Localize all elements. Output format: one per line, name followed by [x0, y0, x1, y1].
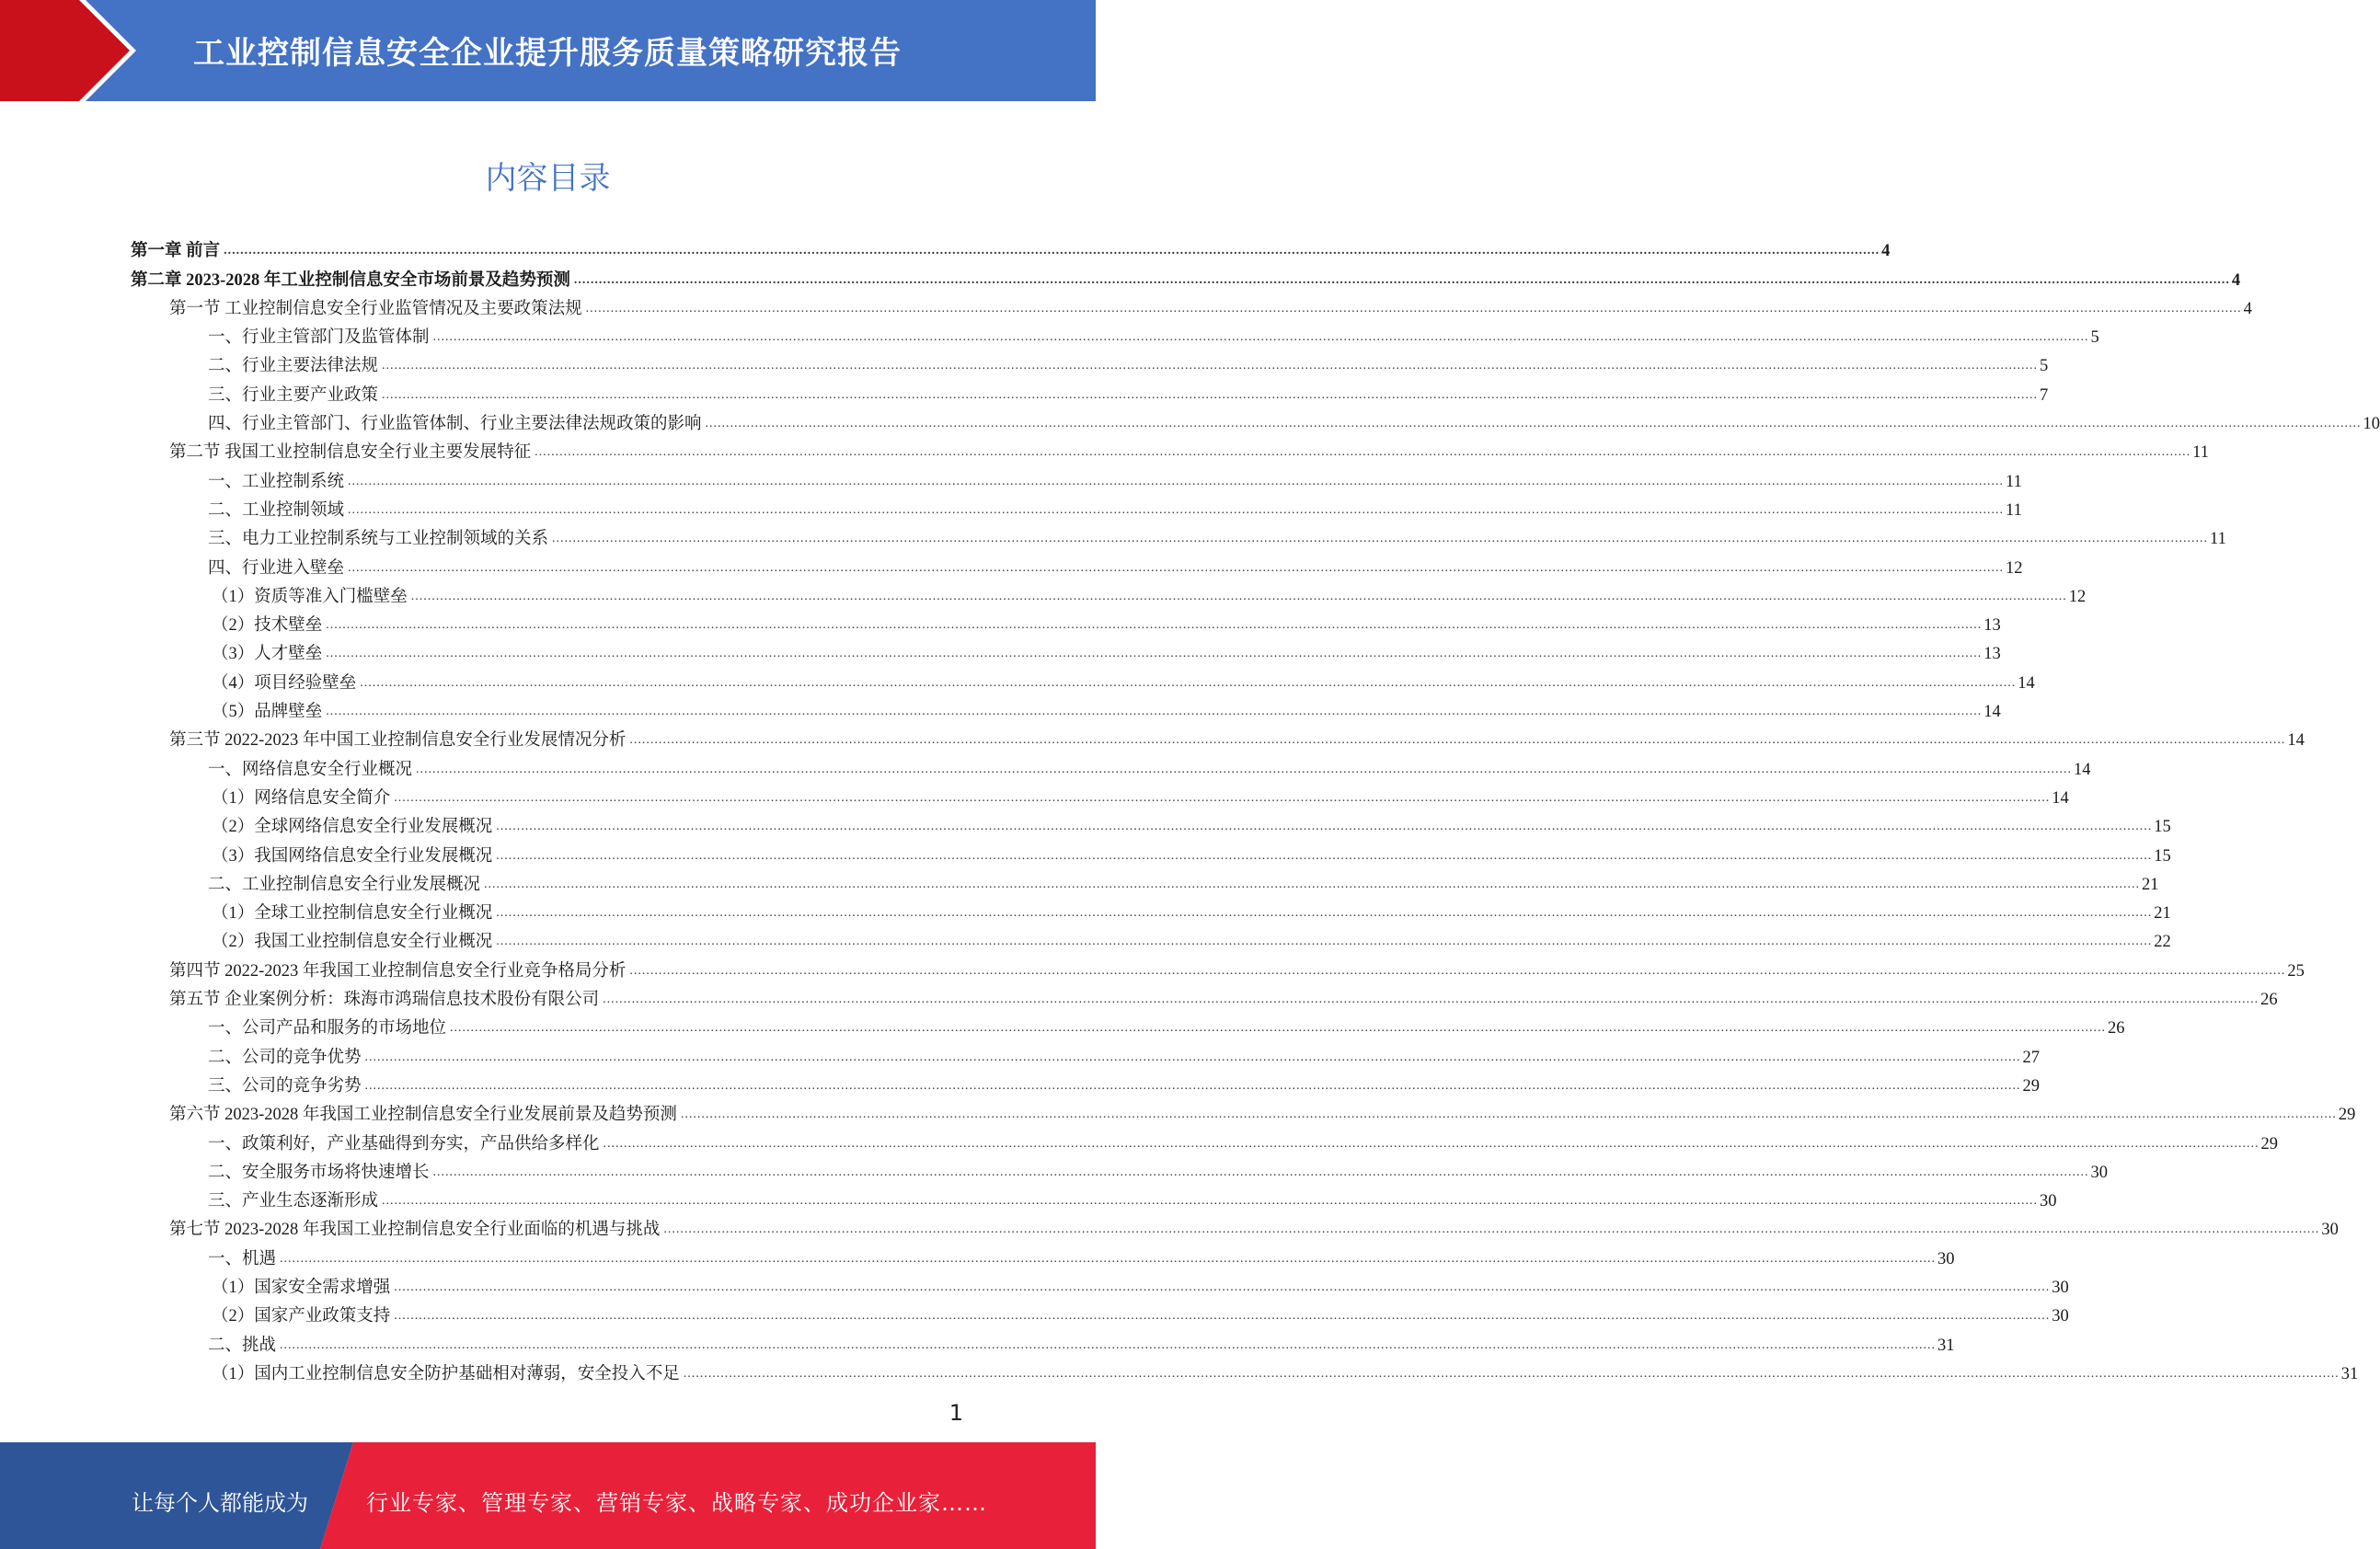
- toc-entry-page: 4: [2231, 270, 2241, 290]
- toc-entry-page: 7: [2040, 385, 2049, 405]
- toc-entry-page: 25: [2287, 961, 2305, 981]
- toc-entry[interactable]: [131, 1356, 2359, 1384]
- toc-entry-page: 4: [2243, 299, 2252, 318]
- toc-dot-leader: ................................................................................................................................................................................................................................................................................................................................................................................................................: [585, 301, 2242, 316]
- toc-entry[interactable]: [131, 866, 2159, 895]
- toc-entry-page: 13: [1983, 616, 2001, 636]
- footer-slogan-left: 让每个人都能成为: [132, 1490, 308, 1516]
- toc-entry-page: 22: [2154, 933, 2171, 952]
- toc-entry-title: （2）国家产业政策支持: [212, 1306, 394, 1326]
- toc-dot-leader: ................................................................................................................................................................................................................................................................................................................................................................................................................: [496, 935, 2153, 949]
- toc-entry[interactable]: [131, 981, 2278, 1010]
- toc-entry-title: 四、行业进入壁垒: [208, 558, 348, 579]
- toc-dot-leader: ................................................................................................................................................................................................................................................................................................................................................................................................................: [552, 532, 2209, 546]
- toc-entry-page: 10: [2363, 415, 2380, 434]
- toc-entry[interactable]: [131, 1010, 2125, 1038]
- toc-entry[interactable]: [131, 1240, 1955, 1268]
- toc-entry-title: 一、政策利好，产业基础得到夯实，产品供给多样化: [208, 1134, 604, 1154]
- toc-entry-title: 三、电力工业控制系统与工业控制领域的关系: [208, 529, 552, 549]
- toc-entry[interactable]: [131, 1125, 2279, 1153]
- toc-entry-page: 30: [2040, 1192, 2057, 1211]
- toc-dot-leader: ................................................................................................................................................................................................................................................................................................................................................................................................................: [416, 762, 2073, 776]
- toc-entry-title: （1）国家安全需求增强: [212, 1278, 394, 1298]
- toc-entry-page: 11: [2192, 443, 2209, 463]
- toc-entry[interactable]: [131, 895, 2171, 924]
- toc-dot-leader: ................................................................................................................................................................................................................................................................................................................................................................................................................: [496, 906, 2153, 921]
- toc-dot-leader: ................................................................................................................................................................................................................................................................................................................................................................................................................: [450, 1021, 2107, 1036]
- toc-dot-leader: ................................................................................................................................................................................................................................................................................................................................................................................................................: [680, 1107, 2337, 1122]
- toc-dot-leader: ................................................................................................................................................................................................................................................................................................................................................................................................................: [348, 474, 2005, 488]
- toc-entry-title: 二、工业控制信息安全行业发展概况: [208, 875, 484, 895]
- toc-entry-title: 第四节 2022-2023 年我国工业控制信息安全行业竞争格局分析: [169, 961, 629, 981]
- toc-entry-title: 一、行业主管部门及监管体制: [208, 327, 433, 348]
- toc-entry[interactable]: [131, 837, 2171, 866]
- toc-entry[interactable]: [131, 1154, 2109, 1183]
- toc-entry-page: 5: [2090, 328, 2099, 348]
- toc-entry[interactable]: [131, 751, 2091, 779]
- toc-dot-leader: ................................................................................................................................................................................................................................................................................................................................................................................................................: [496, 820, 2153, 834]
- toc-entry-page: 30: [2321, 1221, 2339, 1240]
- toc-dot-leader: ................................................................................................................................................................................................................................................................................................................................................................................................................: [432, 330, 2089, 345]
- toc-entry-page: 12: [2006, 558, 2023, 578]
- toc-entry-title: 第三节 2022-2023 年中国工业控制信息安全行业发展情况分析: [169, 730, 629, 751]
- toc-dot-leader: ................................................................................................................................................................................................................................................................................................................................................................................................................: [224, 244, 1880, 258]
- toc-entry-title: 二、行业主要法律法规: [208, 356, 382, 376]
- toc-entry[interactable]: [131, 1298, 2069, 1326]
- toc-entry[interactable]: [131, 780, 2069, 809]
- toc-entry-title: 四、行业主管部门、行业监管体制、行业主要法律法规政策的影响: [208, 414, 706, 434]
- toc-dot-leader: ................................................................................................................................................................................................................................................................................................................................................................................................................: [280, 1337, 1937, 1352]
- toc-entry-title: （1）资质等准入门槛壁垒: [212, 587, 411, 607]
- toc-entry-page: 4: [1881, 242, 1891, 261]
- toc-entry[interactable]: [131, 579, 2087, 607]
- toc-dot-leader: ................................................................................................................................................................................................................................................................................................................................................................................................................: [603, 993, 2259, 1007]
- toc-entry[interactable]: [131, 1269, 2069, 1298]
- toc-dot-leader: ................................................................................................................................................................................................................................................................................................................................................................................................................: [629, 733, 2286, 748]
- toc-entry-page: 26: [2260, 991, 2278, 1010]
- toc-entry-page: 30: [2090, 1163, 2109, 1182]
- red-arrow-decoration: [0, 0, 138, 101]
- toc-entry-title: 第二章 2023-2028 年工业控制信息安全市场前景及趋势预测: [131, 270, 574, 291]
- toc-entry-page: 30: [2052, 1278, 2069, 1297]
- toc-entry[interactable]: [131, 636, 2001, 664]
- toc-entry-title: 二、安全服务市场将快速增长: [208, 1163, 433, 1183]
- toc-dot-leader: ................................................................................................................................................................................................................................................................................................................................................................................................................: [348, 560, 2005, 575]
- toc-entry-title: 二、公司的竞争优势: [208, 1048, 365, 1068]
- toc-entry[interactable]: [131, 492, 2022, 521]
- toc-entry-title: （3）人才壁垒: [212, 644, 326, 664]
- toc-entry-page: 26: [2108, 1019, 2125, 1038]
- footer-slogan-right: 行业专家、管理专家、营销专家、战略专家、成功企业家……: [366, 1490, 987, 1516]
- toc-entry-page: 14: [2052, 788, 2069, 808]
- toc-entry-page: 11: [2006, 472, 2022, 491]
- toc-dot-leader: ................................................................................................................................................................................................................................................................................................................................................................................................................: [496, 848, 2153, 863]
- toc-entry-title: （1）全球工业控制信息安全行业概况: [212, 903, 496, 924]
- report-title: 工业控制信息安全企业提升服务质量策略研究报告: [193, 35, 902, 72]
- toc-entry[interactable]: [131, 924, 2171, 952]
- toc-entry[interactable]: [131, 664, 2035, 693]
- toc-entry-page: 21: [2142, 875, 2159, 894]
- toc-dot-leader: ................................................................................................................................................................................................................................................................................................................................................................................................................: [484, 877, 2141, 891]
- toc-entry-title: （2）技术壁垒: [212, 615, 326, 636]
- toc-entry-title: （4）项目经验壁垒: [212, 673, 360, 694]
- toc-dot-leader: ................................................................................................................................................................................................................................................................................................................................................................................................................: [573, 272, 2230, 287]
- toc-entry[interactable]: [131, 319, 2099, 348]
- toc-entry-title: 第五节 企业案例分析：珠海市鸿瑞信息技术股份有限公司: [169, 990, 603, 1010]
- toc-dot-leader: ................................................................................................................................................................................................................................................................................................................................................................................................................: [326, 618, 1983, 633]
- toc-dot-leader: ................................................................................................................................................................................................................................................................................................................................................................................................................: [394, 1279, 2051, 1294]
- toc-dot-leader: ................................................................................................................................................................................................................................................................................................................................................................................................................: [629, 963, 2286, 978]
- toc-entry-page: 11: [2210, 530, 2226, 549]
- toc-dot-leader: ................................................................................................................................................................................................................................................................................................................................................................................................................: [603, 1136, 2259, 1151]
- toc-entry-page: 29: [2260, 1134, 2279, 1153]
- toc-dot-leader: ................................................................................................................................................................................................................................................................................................................................................................................................................: [382, 387, 2039, 402]
- toc-entry-title: 三、行业主要产业政策: [208, 385, 382, 406]
- toc-dot-leader: ................................................................................................................................................................................................................................................................................................................................................................................................................: [364, 1078, 2021, 1093]
- toc-entry[interactable]: [131, 952, 2305, 981]
- toc-entry[interactable]: [131, 521, 2226, 549]
- toc-dot-leader: ................................................................................................................................................................................................................................................................................................................................................................................................................: [535, 445, 2191, 460]
- toc-entry-title: 三、产业生态逐渐形成: [208, 1191, 382, 1211]
- toc-entry[interactable]: [131, 1068, 2041, 1096]
- toc-entry[interactable]: [131, 261, 2241, 290]
- toc-dot-leader: ................................................................................................................................................................................................................................................................................................................................................................................................................: [280, 1251, 1937, 1266]
- footer-band: [0, 1442, 1096, 1549]
- toc-entry-title: （5）品牌壁垒: [212, 702, 326, 722]
- toc-dot-leader: ................................................................................................................................................................................................................................................................................................................................................................................................................: [663, 1222, 2320, 1237]
- toc-entry-page: 29: [2338, 1106, 2356, 1125]
- toc-entry-title: 第二节 我国工业控制信息安全行业主要发展特征: [169, 442, 535, 463]
- toc-entry-title: （1）国内工业控制信息安全防护基础相对薄弱，安全投入不足: [212, 1364, 684, 1384]
- toc-entry[interactable]: [131, 694, 2001, 722]
- toc-entry[interactable]: [131, 406, 2380, 434]
- toc-entry[interactable]: [131, 1038, 2041, 1067]
- toc-entry-page: 27: [2022, 1048, 2041, 1067]
- toc-entry-page: 14: [2287, 731, 2305, 751]
- toc-entry-page: 30: [2052, 1307, 2069, 1326]
- toc-dot-leader: ................................................................................................................................................................................................................................................................................................................................................................................................................: [382, 1194, 2039, 1209]
- toc-entry-title: 第六节 2023-2028 年我国工业控制信息安全行业发展前景及趋势预测: [169, 1105, 681, 1125]
- toc-entry-title: 第一章 前言: [131, 241, 224, 261]
- toc-entry-page: 29: [2022, 1076, 2041, 1096]
- toc-dot-leader: ................................................................................................................................................................................................................................................................................................................................................................................................................: [326, 705, 1983, 719]
- toc-entry-page: 14: [2074, 760, 2091, 779]
- toc-entry[interactable]: [131, 549, 2023, 578]
- toc-entry-title: 一、机遇: [208, 1249, 280, 1269]
- toc-entry-page: 12: [2068, 587, 2087, 606]
- toc-entry[interactable]: [131, 722, 2305, 751]
- toc-entry-page: 21: [2154, 904, 2171, 924]
- toc-dot-leader: ................................................................................................................................................................................................................................................................................................................................................................................................................: [382, 359, 2039, 373]
- table-of-contents: [131, 233, 2380, 1384]
- toc-entry[interactable]: [131, 376, 2049, 405]
- toc-entry[interactable]: [131, 1183, 2057, 1211]
- toc-entry-title: （1）网络信息安全简介: [212, 788, 394, 809]
- toc-entry-title: 三、公司的竞争劣势: [208, 1076, 365, 1096]
- toc-entry-page: 14: [1983, 703, 2001, 722]
- toc-entry-page: 31: [1937, 1336, 1955, 1355]
- toc-entry-title: 二、工业控制领域: [208, 500, 348, 521]
- toc-dot-leader: ................................................................................................................................................................................................................................................................................................................................................................................................................: [432, 1165, 2089, 1179]
- toc-entry[interactable]: [131, 1326, 1955, 1355]
- toc-dot-leader: ................................................................................................................................................................................................................................................................................................................................................................................................................: [394, 790, 2051, 805]
- toc-dot-leader: ................................................................................................................................................................................................................................................................................................................................................................................................................: [410, 589, 2067, 603]
- toc-entry[interactable]: [131, 809, 2171, 837]
- toc-entry-title: 一、工业控制系统: [208, 472, 348, 492]
- toc-entry-page: 31: [2340, 1364, 2359, 1383]
- toc-entry-title: 第一节 工业控制信息安全行业监管情况及主要政策法规: [169, 299, 586, 319]
- toc-entry-title: 二、挑战: [208, 1336, 280, 1356]
- toc-entry-page: 14: [2018, 673, 2035, 693]
- toc-entry-page: 30: [1937, 1249, 1955, 1268]
- toc-entry-title: 一、网络信息安全行业概况: [208, 760, 416, 780]
- toc-entry[interactable]: [131, 233, 1891, 261]
- toc-entry[interactable]: [131, 348, 2049, 376]
- page-number: 1: [949, 1400, 963, 1426]
- toc-entry[interactable]: [131, 291, 2252, 319]
- toc-entry-title: （2）我国工业控制信息安全行业概况: [212, 932, 496, 952]
- toc-entry-page: 15: [2154, 818, 2171, 837]
- toc-dot-leader: ................................................................................................................................................................................................................................................................................................................................................................................................................: [360, 675, 2017, 690]
- toc-entry-page: 5: [2040, 357, 2049, 376]
- toc-entry-title: （3）我国网络信息安全行业发展概况: [212, 846, 496, 866]
- toc-entry[interactable]: [131, 1096, 2356, 1125]
- toc-dot-leader: ................................................................................................................................................................................................................................................................................................................................................................................................................: [348, 502, 2005, 517]
- toc-entry[interactable]: [131, 463, 2022, 491]
- toc-entry-page: 11: [2006, 500, 2022, 520]
- toc-entry-title: （2）全球网络信息安全行业发展概况: [212, 817, 496, 837]
- toc-dot-leader: ................................................................................................................................................................................................................................................................................................................................................................................................................: [326, 647, 1983, 661]
- toc-dot-leader: ................................................................................................................................................................................................................................................................................................................................................................................................................: [394, 1309, 2051, 1324]
- toc-heading: 内容目录: [485, 160, 611, 197]
- toc-entry-title: 一、公司产品和服务的市场地位: [208, 1018, 450, 1038]
- toc-entry[interactable]: [131, 1211, 2339, 1240]
- toc-entry[interactable]: [131, 434, 2209, 463]
- toc-dot-leader: ................................................................................................................................................................................................................................................................................................................................................................................................................: [364, 1050, 2021, 1064]
- toc-dot-leader: ................................................................................................................................................................................................................................................................................................................................................................................................................: [683, 1366, 2340, 1381]
- toc-entry-page: 15: [2154, 846, 2171, 866]
- report-header-band: [0, 0, 1096, 101]
- toc-dot-leader: ................................................................................................................................................................................................................................................................................................................................................................................................................: [705, 417, 2362, 431]
- toc-entry-title: 第七节 2023-2028 年我国工业控制信息安全行业面临的机遇与挑战: [169, 1220, 663, 1240]
- toc-entry[interactable]: [131, 607, 2001, 636]
- toc-entry-page: 13: [1983, 645, 2001, 664]
